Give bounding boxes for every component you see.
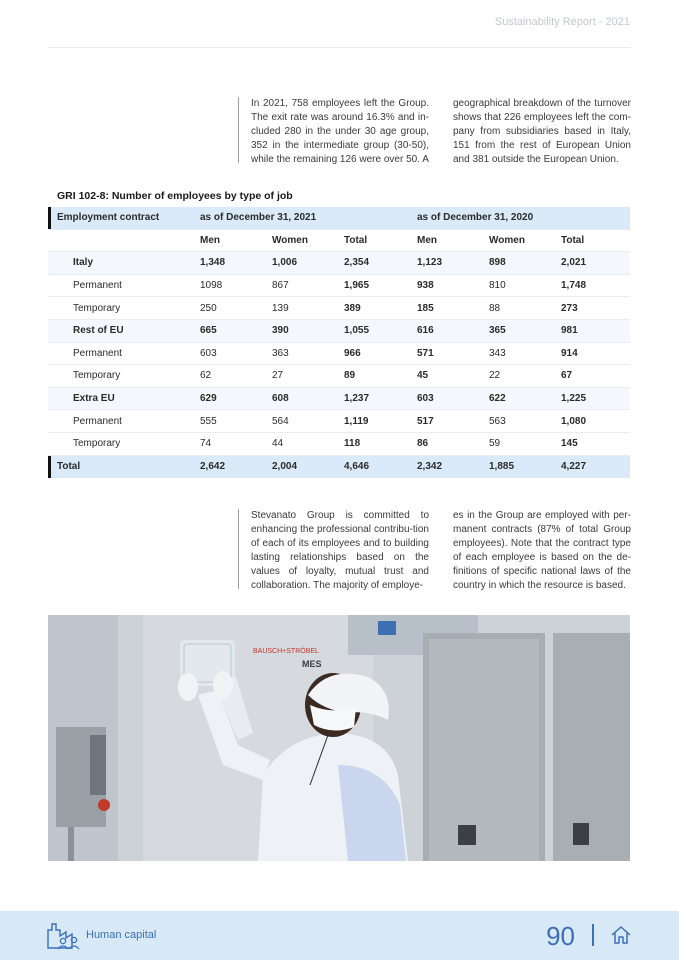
- cell-women-2021: 44: [272, 438, 284, 450]
- cell-women-2020: 88: [489, 302, 501, 314]
- table-total-row: [48, 456, 630, 479]
- row-label: Rest of EU: [73, 325, 124, 337]
- cell-men-2021: 629: [200, 393, 217, 405]
- commitment-column-2: es in the Group are employed with per-manent contracts (87% of total Group employees). Note that the contract type of each employee is based on the de-finitions of specific national laws of the country in which the resource is based.: [453, 510, 631, 591]
- header-women-2020: Women: [489, 234, 525, 246]
- header-divider: [48, 47, 631, 48]
- cell-women-2020: 622: [489, 393, 506, 405]
- cell-men-2021: 555: [200, 415, 217, 427]
- table-row: [48, 275, 630, 298]
- section-label: Human capital: [86, 929, 157, 941]
- header-accent-bar: [48, 207, 51, 229]
- total-men-2021: 2,642: [200, 461, 226, 473]
- cell-women-2021: 608: [272, 393, 289, 405]
- cell-women-2021: 139: [272, 302, 289, 314]
- page-number: 90: [546, 921, 575, 951]
- row-label: Temporary: [73, 438, 121, 450]
- row-label: Permanent: [73, 280, 122, 292]
- commitment-column-1: Stevanato Group is committed to enhancing the professional contribu-tion of each of its employees and to building lasting relationships based on the values of loyalty, mutual trust and collaboration. The majority of employe-: [251, 510, 429, 591]
- cell-women-2021: 390: [272, 325, 289, 337]
- row-label: Permanent: [73, 415, 122, 427]
- cell-men-2020: 86: [417, 438, 429, 450]
- footer-divider: [592, 924, 594, 946]
- table-row: [48, 297, 630, 320]
- cell-total-2021: 1,965: [344, 280, 370, 292]
- cell-men-2020: 185: [417, 302, 434, 314]
- cell-total-2021: 1,055: [344, 325, 370, 337]
- cell-men-2020: 616: [417, 325, 434, 337]
- cell-total-2020: 145: [561, 438, 578, 450]
- cell-total-2021: 1,237: [344, 393, 370, 405]
- header-employment-contract: Employment contract: [57, 212, 160, 224]
- row-label: Temporary: [73, 370, 121, 382]
- commitment-text: [238, 509, 631, 589]
- cell-total-2021: 89: [344, 370, 356, 382]
- table-row: [48, 388, 630, 411]
- table-title: GRI 102-8: Number of employees by type of job: [57, 190, 293, 202]
- cell-women-2020: 365: [489, 325, 506, 337]
- cell-women-2020: 59: [489, 438, 501, 450]
- table-row: [48, 320, 630, 343]
- cleanroom-photo: [48, 615, 630, 861]
- cell-women-2020: 343: [489, 347, 506, 359]
- cell-total-2020: 2,021: [561, 257, 587, 269]
- table-row: [48, 252, 630, 275]
- total-women-2021: 2,004: [272, 461, 298, 473]
- table-row: [48, 365, 630, 388]
- cell-men-2020: 571: [417, 347, 434, 359]
- intro-text: [238, 97, 631, 163]
- cell-total-2020: 1,225: [561, 393, 587, 405]
- header-total-2021: Total: [344, 234, 368, 246]
- row-label: Extra EU: [73, 393, 115, 405]
- cell-women-2021: 867: [272, 280, 289, 292]
- cell-women-2021: 1,006: [272, 257, 298, 269]
- cell-women-2021: 564: [272, 415, 289, 427]
- cell-total-2020: 1,080: [561, 415, 587, 427]
- factory-people-icon: [46, 920, 80, 955]
- header-men-2020: Men: [417, 234, 437, 246]
- cell-total-2021: 2,354: [344, 257, 370, 269]
- machine-label: BAUSCH+STRÖBEL: [253, 648, 319, 655]
- cell-men-2021: 62: [200, 370, 212, 382]
- cell-women-2021: 363: [272, 347, 289, 359]
- header-women-2021: Women: [272, 234, 308, 246]
- header-period-2021: as of December 31, 2021: [200, 212, 317, 224]
- total-total-2020: 4,227: [561, 461, 587, 473]
- cell-women-2020: 22: [489, 370, 501, 382]
- cell-men-2021: 1,348: [200, 257, 226, 269]
- table-subheader-row: [48, 230, 630, 253]
- cell-total-2020: 273: [561, 302, 578, 314]
- cell-men-2020: 603: [417, 393, 434, 405]
- employees-table: [48, 207, 630, 478]
- machine-sublabel: MES: [302, 659, 322, 669]
- table-header-row: [48, 207, 630, 230]
- cell-total-2021: 1,119: [344, 415, 369, 427]
- cell-men-2021: 74: [200, 438, 212, 450]
- intro-column-2: geographical breakdown of the turnover shows that 226 employees left the com-pany from subsidiaries based in Italy, 151 from the rest of European Union and 381 outside the European Union.: [453, 98, 631, 165]
- header-men-2021: Men: [200, 234, 220, 246]
- cell-total-2021: 389: [344, 302, 361, 314]
- cell-men-2021: 665: [200, 325, 217, 337]
- cell-men-2020: 938: [417, 280, 434, 292]
- cell-total-2021: 966: [344, 347, 361, 359]
- cell-total-2020: 1,748: [561, 280, 587, 292]
- table-row: [48, 433, 630, 456]
- table-row: [48, 410, 630, 433]
- table-body: [48, 252, 630, 455]
- header-period-2020: as of December 31, 2020: [417, 212, 534, 224]
- row-label: Permanent: [73, 347, 122, 359]
- total-men-2020: 2,342: [417, 461, 443, 473]
- total-women-2020: 1,885: [489, 461, 515, 473]
- cleanroom-illustration: [48, 615, 630, 861]
- cell-men-2020: 1,123: [417, 257, 443, 269]
- cell-women-2021: 27: [272, 370, 284, 382]
- table-row: [48, 343, 630, 366]
- cell-women-2020: 898: [489, 257, 506, 269]
- cell-men-2021: 1098: [200, 280, 223, 292]
- home-icon[interactable]: [610, 925, 632, 950]
- cell-total-2020: 981: [561, 325, 578, 337]
- total-accent-bar: [48, 456, 51, 479]
- cell-men-2020: 45: [417, 370, 429, 382]
- total-total-2021: 4,646: [344, 461, 370, 473]
- cell-men-2021: 250: [200, 302, 217, 314]
- cell-women-2020: 563: [489, 415, 506, 427]
- header-total-2020: Total: [561, 234, 585, 246]
- intro-column-1: In 2021, 758 employees left the Group. The exit rate was around 16.3% and in-cluded 280 in the under 30 age group, 352 in the intermediate group (30-50), while the remaining 126 were over 50. A: [251, 98, 429, 165]
- page-footer: [0, 911, 679, 960]
- cell-total-2020: 914: [561, 347, 578, 359]
- cell-men-2021: 603: [200, 347, 217, 359]
- report-title: Sustainability Report - 2021: [494, 16, 630, 28]
- cell-total-2020: 67: [561, 370, 573, 382]
- cell-total-2021: 118: [344, 438, 361, 450]
- total-label: Total: [57, 461, 81, 473]
- cell-women-2020: 810: [489, 280, 506, 292]
- row-label: Temporary: [73, 302, 121, 314]
- row-label: Italy: [73, 257, 94, 269]
- cell-men-2020: 517: [417, 415, 434, 427]
